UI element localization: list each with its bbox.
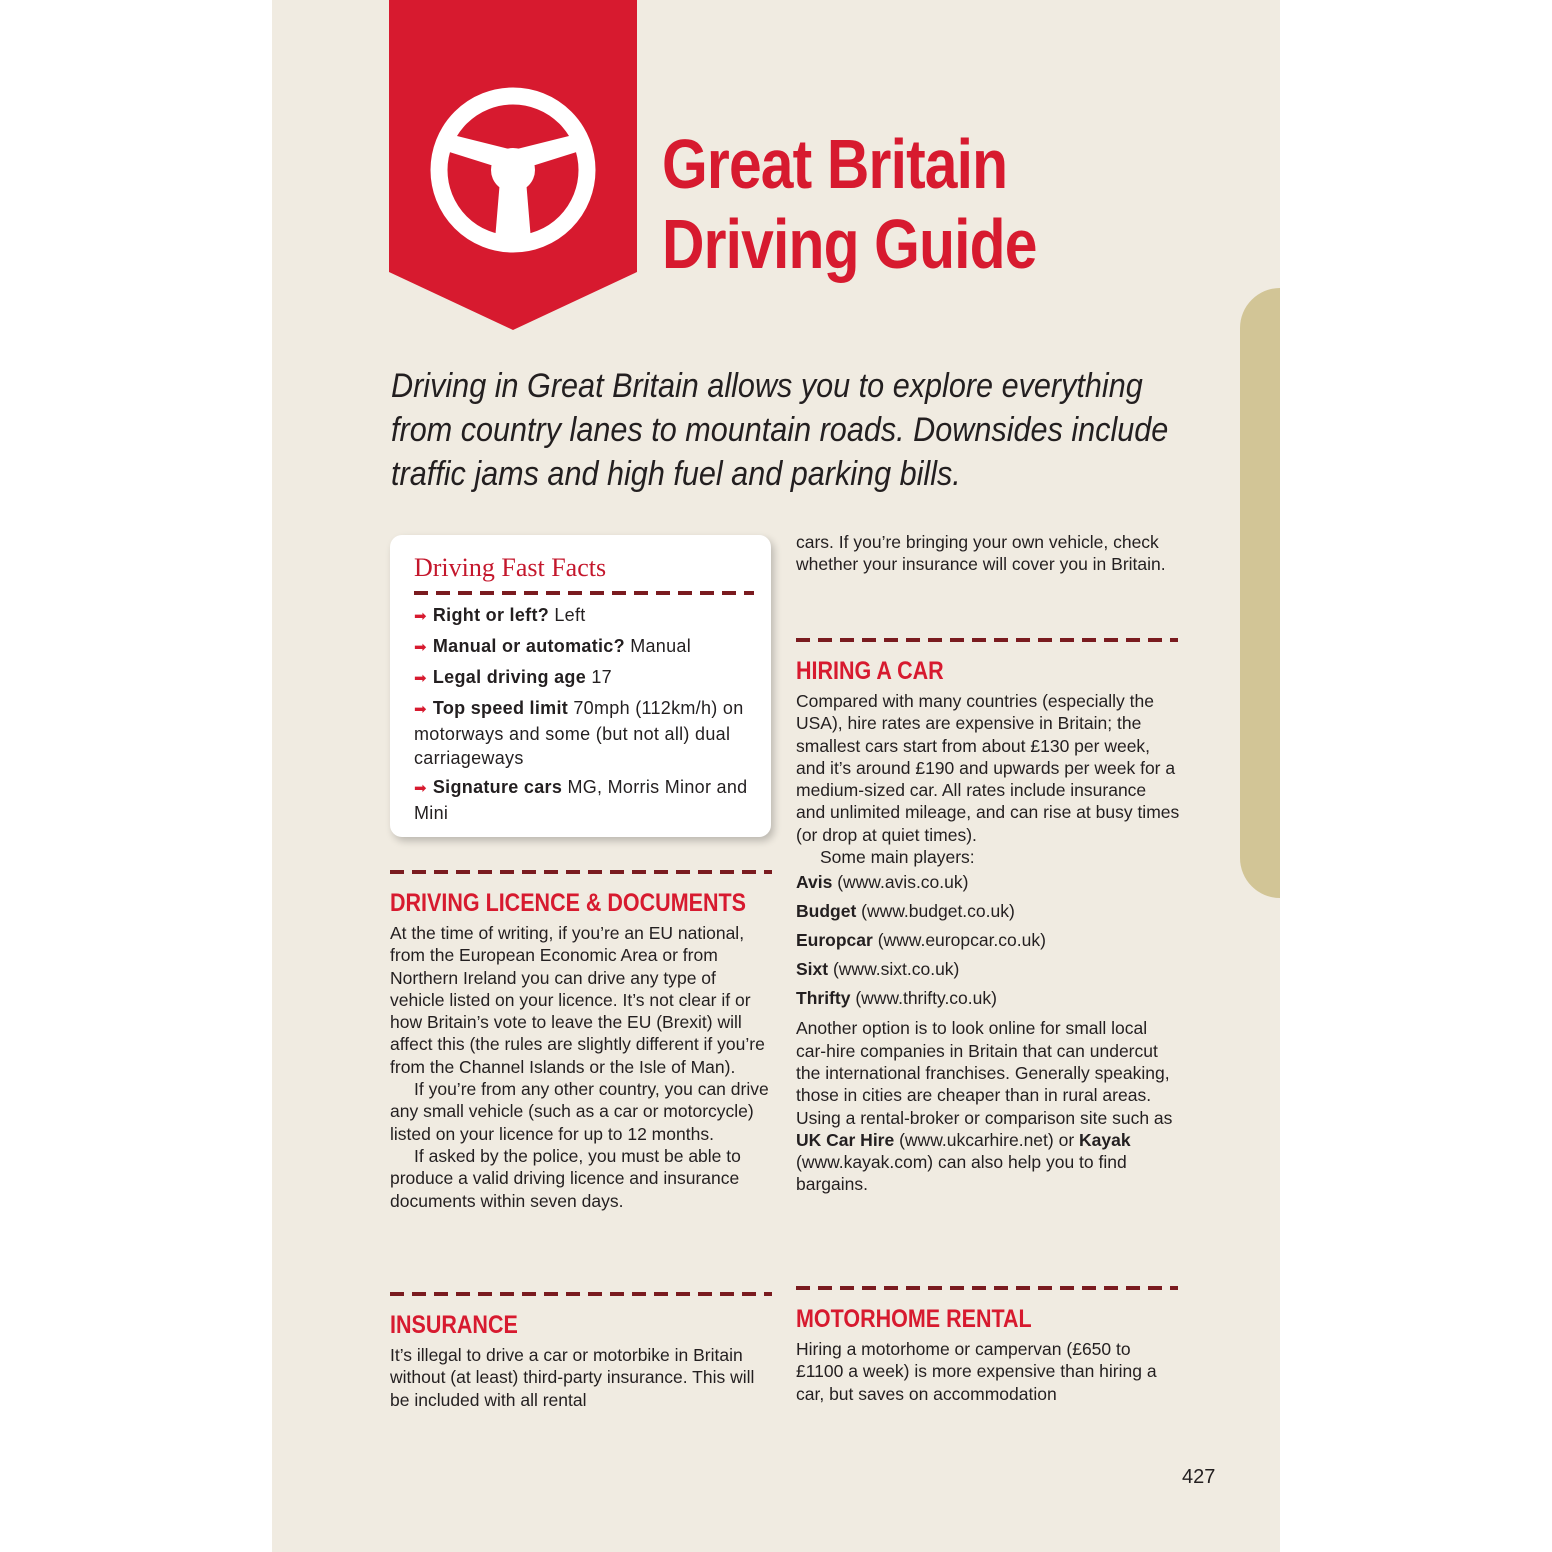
section-rule (796, 638, 1178, 642)
banner-steering-wheel-icon (389, 0, 637, 330)
fast-facts-rule (414, 591, 754, 595)
hiring-paragraph-3: Another option is to look online for small local car-hire companies in Britain that can undercut the international franchises. Generally speaking, those in cities are cheaper than in rural areas. Using a rental-broker or comparison site such as UK Car Hire (www.ukcarhire.net) or Kayak (www.kayak.com) can also help you to find bargains. (796, 1018, 1173, 1195)
fast-facts-box (390, 535, 771, 837)
motorhome-section (796, 1286, 1180, 1405)
section-rule (390, 870, 772, 874)
hiring-heading: HIRING A CAR (796, 657, 944, 685)
arrow-icon: ➡ (414, 701, 427, 718)
right-column-top (796, 531, 1180, 576)
fact-item: ➡ Right or left? Left (414, 605, 586, 625)
intro-line-2: from country lanes to mountain roads. Downsides include (391, 411, 1169, 449)
rental-firm: Avis (www.avis.co.uk) (796, 872, 969, 893)
intro-line-3: traffic jams and high fuel and parking bills. (391, 455, 961, 493)
section-rule (390, 1292, 772, 1296)
left-column (390, 870, 772, 1212)
page-title (662, 124, 1037, 284)
hiring-paragraph-1: Compared with many countries (especially the USA), hire rates are expensive in Britain; the smallest cars start from about £130 per week, and it’s around £190 and upwards per week for a medium-sized car. All rates include insurance and unlimited mileage, and can rise at busy times (or drop at quiet times). (796, 691, 1180, 845)
arrow-icon: ➡ (414, 639, 427, 656)
licence-paragraph-2: If you’re from any other country, you can drive any small vehicle (such as a car or motorcycle) listed on your licence for up to 12 months. (390, 1079, 769, 1144)
title-line-1: Great Britain (662, 125, 1008, 203)
insurance-paragraph-continued: cars. If you’re bringing your own vehicle, check whether your insurance will cover you in Britain. (796, 532, 1166, 575)
insurance-paragraph-1: It’s illegal to drive a car or motorbike in Britain without (at least) third-party insurance. This will be included with all rental (390, 1345, 755, 1410)
intro-line-1: Driving in Great Britain allows you to explore everything (391, 367, 1143, 405)
hiring-paragraph-2: Some main players: (820, 847, 975, 868)
licence-heading: DRIVING LICENCE & DOCUMENTS (390, 889, 746, 917)
insurance-section (390, 1292, 772, 1411)
hiring-section (796, 638, 1180, 1196)
motorhome-heading: MOTORHOME RENTAL (796, 1305, 1032, 1333)
thumb-tab (1240, 288, 1280, 898)
page-number: 427 (1182, 1466, 1216, 1488)
intro-text (391, 364, 1169, 496)
motorhome-paragraph-1: Hiring a motorhome or campervan (£650 to £1100 a week) is more expensive than hiring a car, but saves on accommodation (796, 1339, 1157, 1404)
fact-item: ➡ Manual or automatic? Manual (414, 636, 692, 656)
arrow-icon: ➡ (414, 780, 427, 797)
rental-firm: Budget (www.budget.co.uk) (796, 901, 1015, 922)
arrow-icon: ➡ (414, 608, 427, 625)
section-rule (796, 1286, 1178, 1290)
fact-item: ➡ Legal driving age 17 (414, 667, 612, 687)
rental-firm: Sixt (www.sixt.co.uk) (796, 959, 960, 980)
rental-firm: Europcar (www.europcar.co.uk) (796, 930, 1046, 951)
fact-item: ➡ Signature cars MG, Morris Minor and Mini (414, 777, 748, 823)
fast-facts-title: Driving Fast Facts (414, 553, 607, 582)
licence-paragraph-3: If asked by the police, you must be able to produce a valid driving licence and insurance documents within seven days. (390, 1145, 741, 1211)
title-line-2: Driving Guide (662, 205, 1037, 283)
licence-paragraph-1: At the time of writing, if you’re an EU national, from the European Economic Area or from Northern Ireland you can drive any type of vehicle listed on your licence. It’s not clear if or how Britain’s vote to leave the EU (Brexit) will affect this (the rules are slightly different if you’re from the Channel Islands or the Isle of Man). (390, 923, 765, 1077)
fact-item: ➡ Top speed limit 70mph (112km/h) on motorways and some (but not all) dual carriageways (414, 698, 744, 768)
arrow-icon: ➡ (414, 670, 427, 687)
rental-firm: Thrifty (www.thrifty.co.uk) (796, 988, 997, 1009)
insurance-heading: INSURANCE (390, 1311, 518, 1339)
